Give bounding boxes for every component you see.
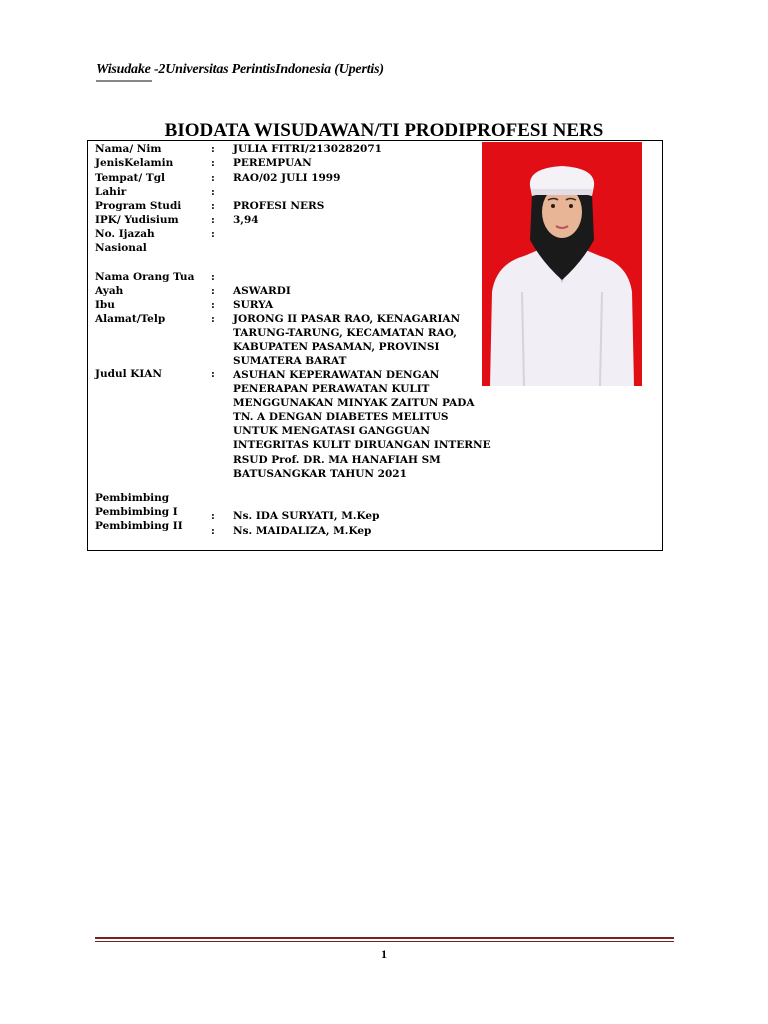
- value-kian-line: MENGGUNAKAN MINYAK ZAITUN PADA: [233, 397, 475, 409]
- footer-rule: [95, 941, 674, 942]
- label-ipk: IPK/ Yudisium: [95, 214, 179, 226]
- page-number: 1: [381, 947, 387, 961]
- colon: :: [211, 299, 215, 311]
- value-alamat-line: SUMATERA BARAT: [233, 355, 347, 367]
- colon: :: [211, 285, 215, 297]
- colon: :: [211, 214, 215, 226]
- label-nasional: Nasional: [95, 242, 147, 254]
- label-jenis-kelamin: JenisKelamin: [95, 157, 174, 169]
- colon: :: [211, 200, 215, 212]
- label-pembimbing: Pembimbing: [95, 492, 170, 504]
- page-title: BIODATA WISUDAWAN/TI PRODIPROFESI NERS: [164, 120, 604, 141]
- running-header: Wisudake -2Universitas PerintisIndonesia (Upertis): [96, 62, 384, 77]
- label-lahir: Lahir: [95, 186, 127, 198]
- label-program-studi: Program Studi: [95, 200, 182, 212]
- value-program-studi: PROFESI NERS: [233, 200, 325, 212]
- colon: :: [211, 186, 215, 198]
- colon: :: [211, 157, 215, 169]
- value-nama-nim: JULIA FITRI/2130282071: [233, 143, 382, 155]
- student-photo: [482, 142, 642, 386]
- label-judul-kian: Judul KIAN: [95, 368, 163, 380]
- value-ibu: SURYA: [233, 299, 274, 311]
- value-jenis-kelamin: PEREMPUAN: [233, 157, 312, 169]
- label-pembimbing-1: Pembimbing I: [95, 506, 178, 518]
- value-pembimbing-2: Ns. MAIDALIZA, M.Kep: [233, 525, 372, 537]
- value-kian-line: RSUD Prof. DR. MA HANAFIAH SM: [233, 454, 441, 466]
- label-ibu: Ibu: [95, 299, 115, 311]
- value-kian-line: UNTUK MENGATASI GANGGUAN: [233, 425, 431, 437]
- colon: :: [211, 271, 215, 283]
- colon: :: [211, 228, 215, 240]
- label-no-ijazah: No. Ijazah: [95, 228, 155, 240]
- label-orang-tua: Nama Orang Tua: [95, 271, 195, 283]
- colon: :: [211, 368, 215, 380]
- value-kian-line: PENERAPAN PERAWATAN KULIT: [233, 383, 430, 395]
- label-ayah: Ayah: [95, 285, 124, 297]
- label-alamat: Alamat/Telp: [95, 313, 166, 325]
- value-alamat-line: TARUNG-TARUNG, KECAMATAN RAO,: [233, 327, 457, 339]
- portrait-illustration: [482, 142, 642, 386]
- footer-rule: [95, 937, 674, 939]
- value-ayah: ASWARDI: [233, 285, 291, 297]
- colon: :: [211, 510, 215, 522]
- value-kian-line: ASUHAN KEPERAWATAN DENGAN: [233, 369, 440, 381]
- value-kian-line: BATUSANGKAR TAHUN 2021: [233, 468, 407, 480]
- value-alamat-line: KABUPATEN PASAMAN, PROVINSI: [233, 341, 440, 353]
- value-tempat-tgl-lahir: RAO/02 JULI 1999: [233, 172, 341, 184]
- colon: :: [211, 172, 215, 184]
- value-alamat-line: JORONG II PASAR RAO, KENAGARIAN: [233, 313, 461, 325]
- label-tempat-tgl: Tempat/ Tgl: [95, 172, 166, 184]
- value-pembimbing-1: Ns. IDA SURYATI, M.Kep: [233, 510, 380, 522]
- colon: :: [211, 525, 215, 537]
- value-kian-line: TN. A DENGAN DIABETES MELITUS: [233, 411, 449, 423]
- value-kian-line: INTEGRITAS KULIT DIRUANGAN INTERNE: [233, 439, 491, 451]
- header-rule: [96, 80, 152, 82]
- label-pembimbing-2: Pembimbing II: [95, 520, 183, 532]
- colon: :: [211, 313, 215, 325]
- value-ipk: 3,94: [233, 214, 259, 226]
- label-nama: Nama/ Nim: [95, 143, 162, 155]
- colon: :: [211, 143, 215, 155]
